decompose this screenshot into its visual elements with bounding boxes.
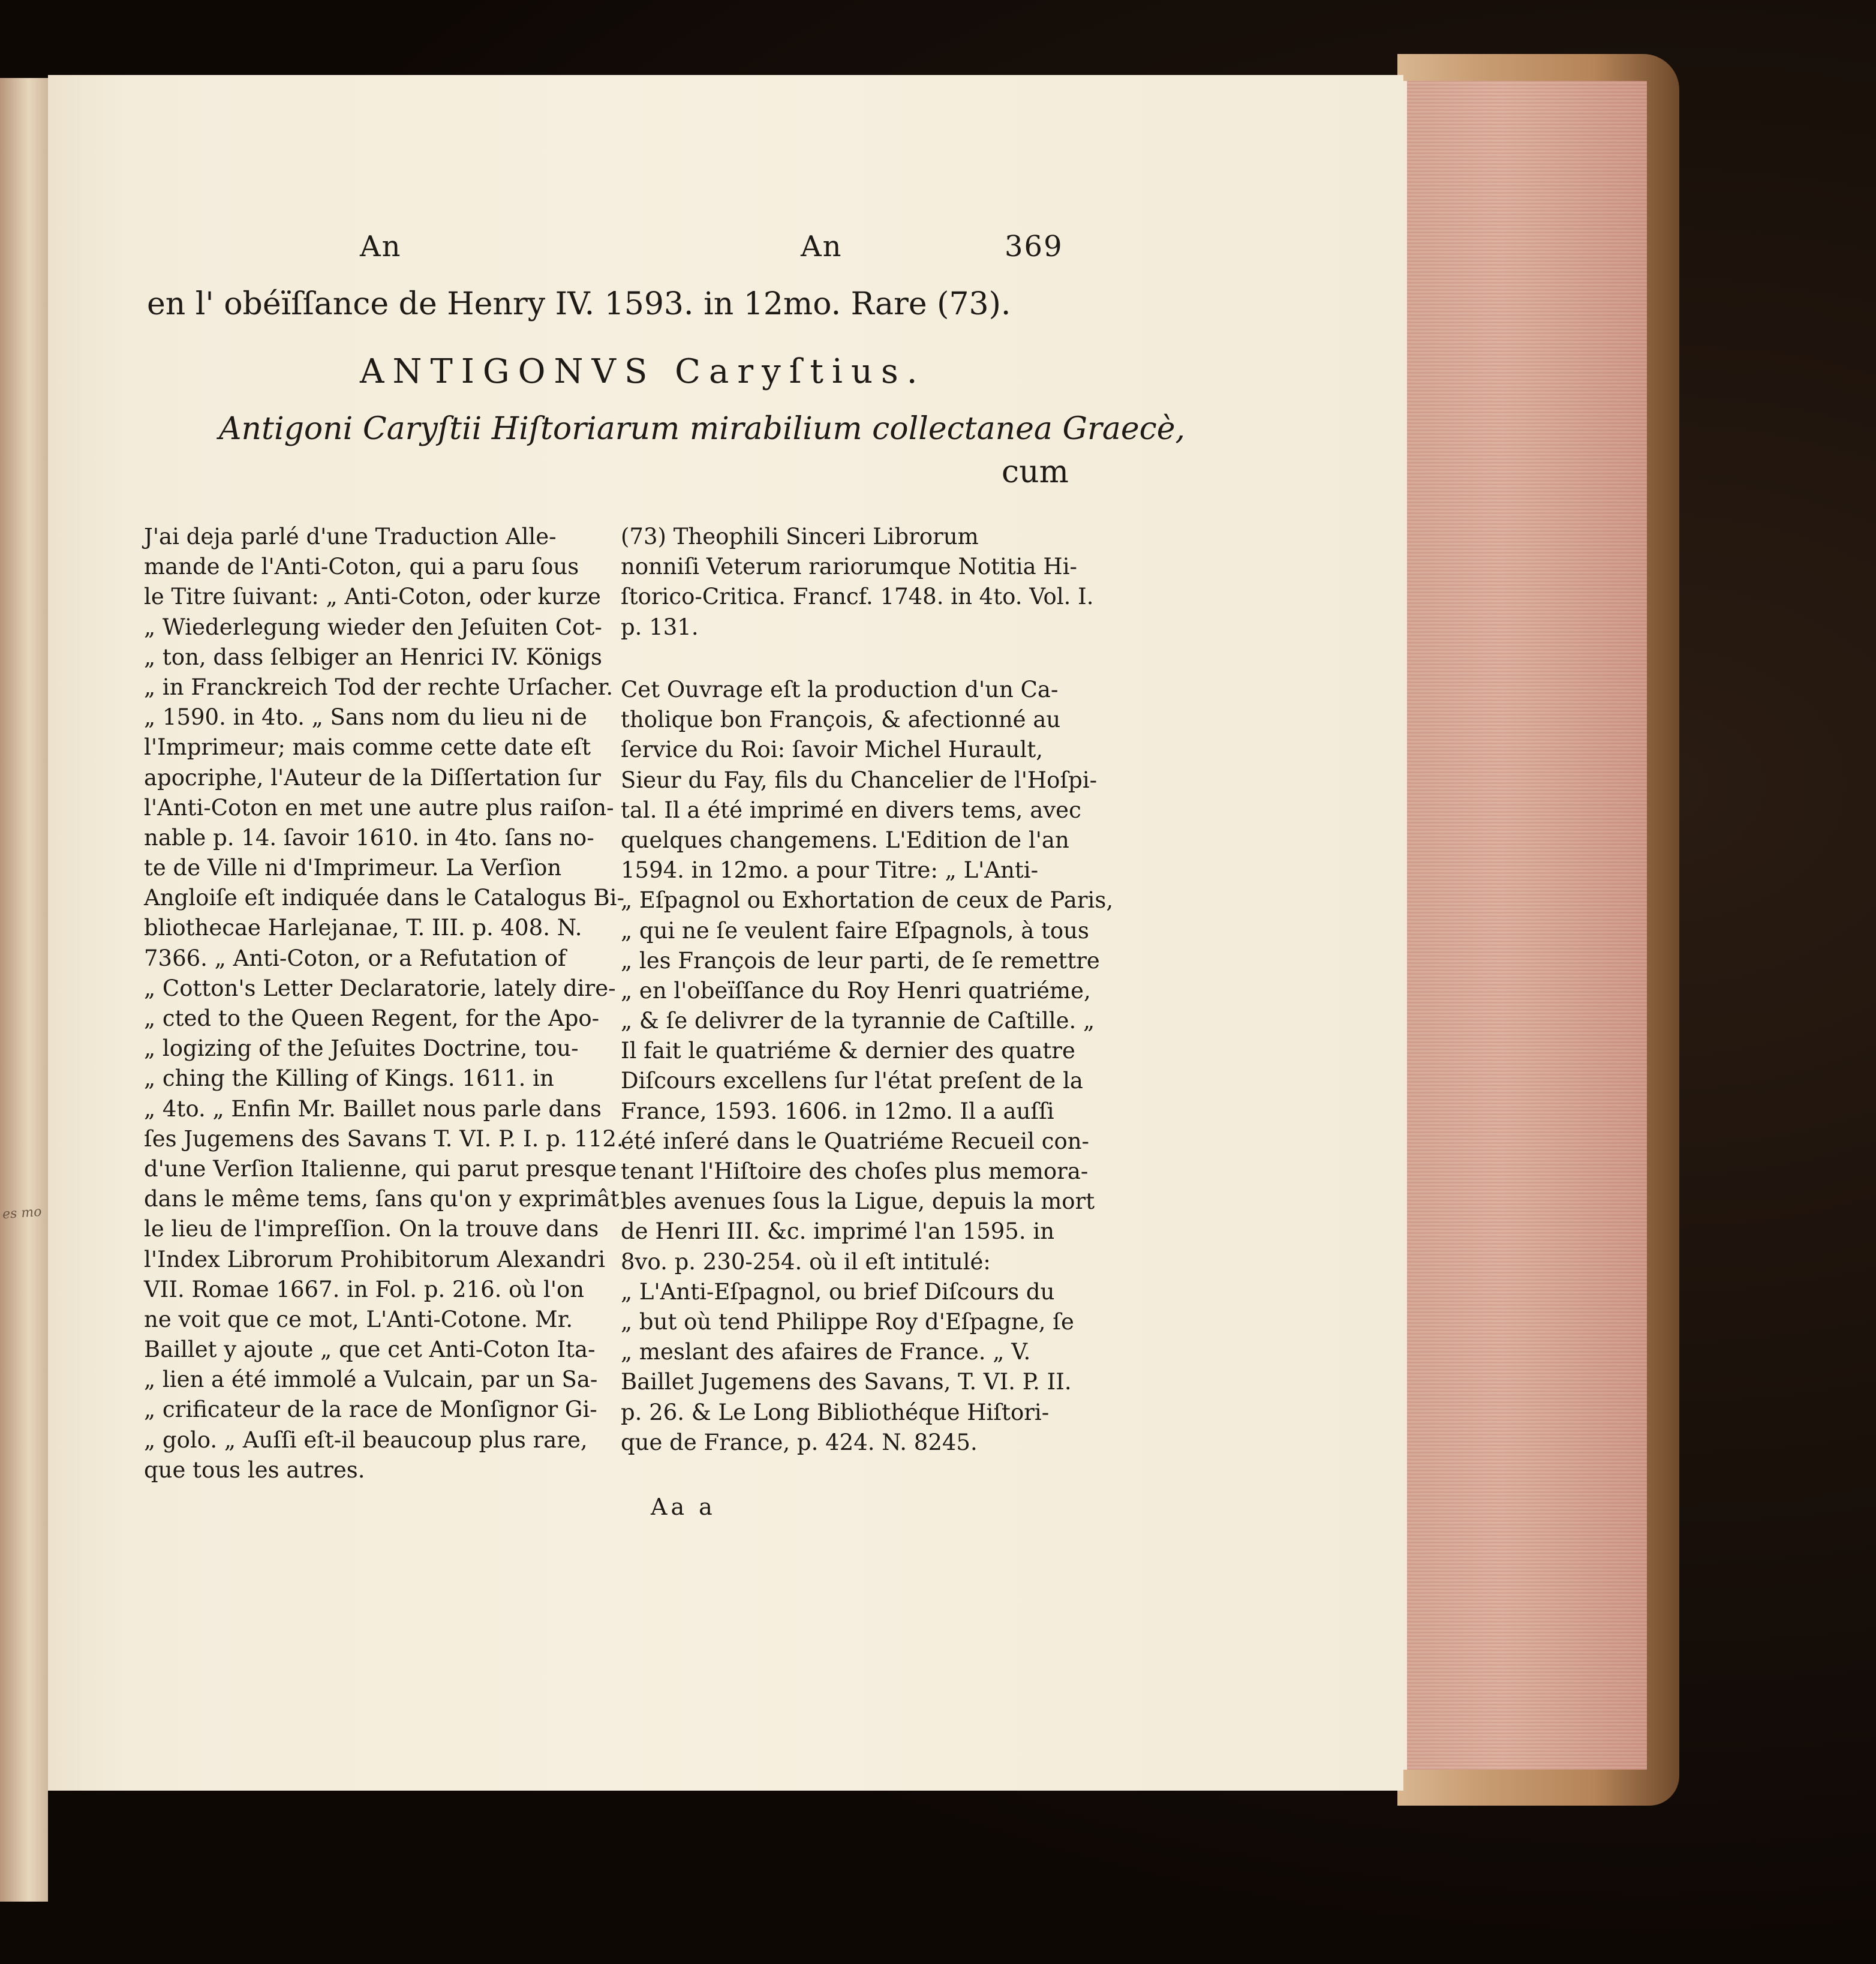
left-line: que tous les autres. [144, 1457, 365, 1483]
page-number: 369 [1005, 230, 1063, 263]
right-line: „ Eſpagnol ou Exhortation de ceux de Paris, [621, 887, 1114, 914]
right-line: ſervice du Roi: ſavoir Michel Hurault, [621, 737, 1043, 763]
footnote-line: nonniſi Veterum rariorumque Notitia Hi- [621, 554, 1078, 580]
right-line: que de France, p. 424. N. 8245. [621, 1429, 978, 1455]
entry-title: ANTIGONVS Caryſtius. [360, 352, 926, 391]
right-line: „ qui ne ſe veulent faire Eſpagnols, à tous [621, 917, 1089, 944]
right-line: Baillet Jugemens des Savans, T. VI. P. II. [621, 1369, 1072, 1395]
running-head-center: An [801, 230, 843, 263]
right-line: Diſcours excellens ſur l'état preſent de la [621, 1068, 1083, 1094]
right-line: tholique bon François, & afectionné au [621, 707, 1061, 733]
left-line: l'Imprimeur; mais comme cette date eſt [144, 734, 591, 761]
left-line: „ 1590. in 4to. „ Sans nom du lieu ni de [144, 704, 587, 731]
left-line: d'une Verſion Italienne, qui parut presque [144, 1155, 617, 1182]
right-line: Cet Ouvrage eſt la production d'un Ca- [621, 677, 1059, 702]
left-line: ſes Jugemens des Savans T. VI. P. I. p. 112. [144, 1125, 624, 1152]
left-line: „ in Franckreich Tod der rechte Urſacher. [144, 674, 614, 700]
left-line: J'ai deja parlé d'une Traduction Alle- [144, 524, 557, 549]
left-line: VII. Romae 1667. in Fol. p. 216. où l'on [144, 1276, 585, 1302]
right-line: été inſeré dans le Quatriéme Recueil con- [621, 1128, 1090, 1154]
left-line: mande de l'Anti-Coton, qui a paru ſous [144, 554, 579, 580]
left-line: „ logizing of the Jeſuites Doctrine, tou- [144, 1035, 579, 1062]
right-line: de Henri III. &c. imprimé l'an 1595. in [621, 1218, 1055, 1245]
left-line: Angloiſe eſt indiquée dans le Catalogus Bi- [144, 885, 625, 911]
left-line: 7366. „ Anti-Coton, or a Refutation of [144, 945, 566, 971]
right-line: tenant l'Hiſtoire des choſes plus memora- [621, 1158, 1089, 1184]
left-line: „ ton, dass ſelbiger an Henrici IV. Königs [144, 644, 603, 670]
entry-catchword: cum [1002, 454, 1069, 490]
right-line: bles avenues ſous la Ligue, depuis la mort [621, 1188, 1095, 1215]
left-line: nable p. 14. ſavoir 1610. in 4to. ſans no- [144, 824, 594, 851]
footnote-line: ſtorico-Critica. Francf. 1748. in 4to. Vol. I. [621, 584, 1094, 610]
right-line: „ & ſe delivrer de la tyrannie de Caſtille. „ [621, 1008, 1095, 1034]
left-column [144, 522, 625, 1485]
left-line: apocriphe, l'Auteur de la Diſſertation ſur [144, 764, 601, 791]
left-line: „ lien a été immolé a Vulcain, par un Sa- [144, 1367, 598, 1393]
right-line: „ but où tend Philippe Roy d'Eſpagne, ſe [621, 1308, 1074, 1335]
footnote-line: (73) Theophili Sinceri Librorum [621, 524, 979, 549]
left-line: „ Cotton's Letter Declaratorie, lately dire- [144, 975, 616, 1001]
left-line: dans le même tems, ſans qu'on y exprimât [144, 1186, 620, 1212]
book-page [48, 75, 1403, 1791]
left-line: „ ching the Killing of Kings. 1611. in [144, 1065, 554, 1092]
right-line: p. 26. & Le Long Bibliothéque Hiſtori- [621, 1399, 1050, 1425]
right-line: quelques changemens. L'Edition de l'an [621, 827, 1069, 853]
right-line: 1594. in 12mo. a pour Titre: „ L'Anti- [621, 857, 1039, 884]
signature-mark: Aa a [651, 1494, 716, 1520]
right-line: „ en l'obeïſſance du Roy Henri quatriéme, [621, 977, 1091, 1004]
left-line: le Titre ſuivant: „ Anti-Coton, oder kurze [144, 584, 601, 610]
right-line: tal. Il a été imprimé en divers tems, avec [621, 797, 1081, 823]
left-line: „ golo. „ Auſſi eſt-il beaucoup plus rare, [144, 1427, 588, 1453]
right-line: Sieur du Fay, fils du Chancelier de l'Hoſpi- [621, 767, 1098, 793]
right-column [621, 675, 1113, 1458]
right-line: France, 1593. 1606. in 12mo. Il a auſſi [621, 1098, 1054, 1124]
left-line: te de Ville ni d'Imprimeur. La Verſion [144, 855, 562, 881]
left-line: „ Wiederlegung wieder den Jeſuiten Cot- [144, 614, 602, 640]
left-line: „ crificateur de la race de Monſignor Gi- [144, 1397, 597, 1423]
right-line: „ L'Anti-Eſpagnol, ou brief Diſcours du [621, 1278, 1055, 1305]
left-line: bliothecae Harlejanae, T. III. p. 408. N. [144, 915, 582, 941]
left-line: Baillet y ajoute „ que cet Anti-Coton Ita- [144, 1337, 596, 1363]
left-line: l'Anti-Coton en met une autre plus raiſon- [144, 794, 614, 821]
right-line: 8vo. p. 230-254. où il eſt intitulé: [621, 1248, 991, 1275]
left-line: ne voit que ce mot, L'Anti-Cotone. Mr. [144, 1306, 573, 1332]
running-head-left: An [360, 230, 402, 263]
right-line: „ les François de leur parti, de ſe remettre [621, 947, 1100, 974]
left-line: l'Index Librorum Prohibitorum Alexandri [144, 1246, 606, 1272]
left-line: „ 4to. „ Enfin Mr. Baillet nous parle dans [144, 1095, 602, 1122]
entry-subtitle: Antigoni Caryſtii Hiſtoriarum mirabilium collectanea Graecè, [219, 411, 1186, 447]
left-margin-note: es mo [2, 1204, 43, 1223]
footnote-line: p. 131. [621, 614, 699, 640]
left-page-sliver [0, 78, 48, 1902]
right-line: Il fait le quatriéme & dernier des quatre [621, 1038, 1075, 1064]
left-line: le lieu de l'impreſſion. On la trouve dans [144, 1216, 599, 1242]
page-edges [1403, 81, 1647, 1770]
right-line: „ meslant des afaires de France. „ V. [621, 1339, 1031, 1365]
left-line: „ cted to the Queen Regent, for the Apo- [144, 1005, 600, 1031]
footnote [621, 522, 1113, 642]
continuation-line: en l' obéïſſance de Henry IV. 1593. in 12mo. Rare (73). [147, 286, 1011, 322]
